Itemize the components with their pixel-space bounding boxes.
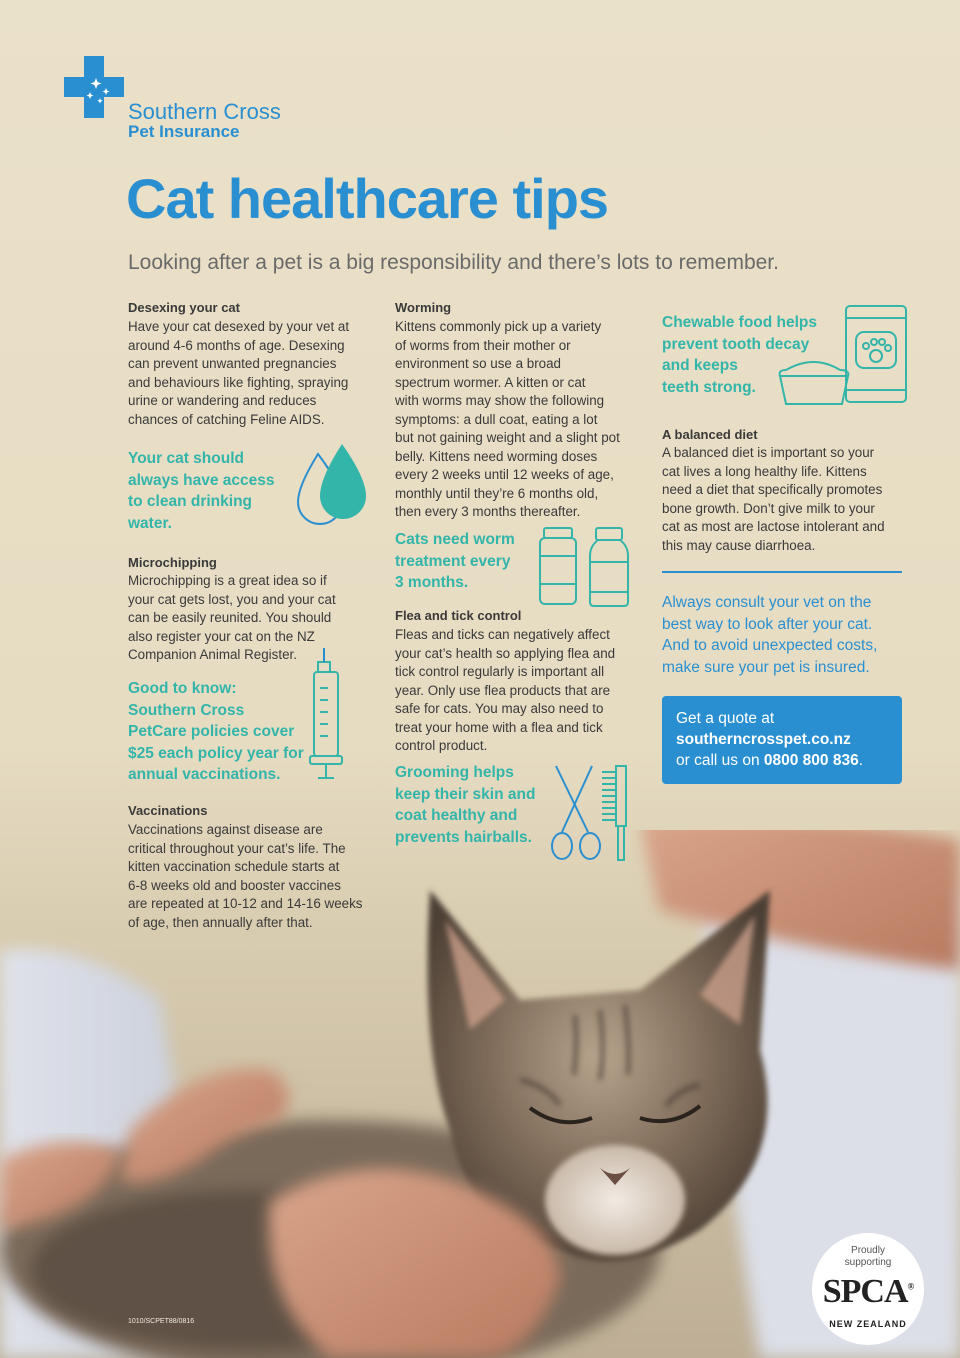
text-line: your cat’s health so applying flea and [395,645,616,661]
flea-heading: Flea and tick control [395,608,522,623]
worming-heading: Worming [395,300,452,315]
callout-line: Chewable food helps [662,314,818,331]
text-line: treat your home with a flea and tick [395,719,603,735]
text-line: but not gaining weight and a slight pot [395,430,620,445]
spca-logo-text: SPCA [822,1273,908,1310]
text-line: every 2 weeks until 12 weeks of age, [395,467,614,482]
text-line: monthly until they’re 6 months old, [395,485,599,501]
text-line: tick control regularly is important all [395,664,605,679]
text-line: urine or wandering and reduces [128,393,317,408]
callout-line: Grooming helps [395,764,514,781]
callout-line: and keeps [662,357,738,374]
flea-body [395,626,615,756]
document-code: 1010/SCPET88/0816 [128,1318,195,1325]
text-line: Have your cat desexed by your vet at [128,319,350,334]
water-drop-icon [290,440,370,541]
spca-top-text [812,1245,924,1269]
text-line: can prevent unwanted pregnancies [128,356,337,371]
water-callout [128,448,275,534]
callout-line: Your cat should [128,450,244,467]
text-line: safe for cats. You may also need to [395,701,604,716]
text-line: need a diet that specifically promotes [662,482,883,497]
text-line: environment so use a broad [395,356,561,371]
worming-body [395,318,620,522]
southern-cross-logo-icon [64,56,124,123]
divider [662,571,902,573]
callout-line: keep their skin and [395,785,536,803]
text-line: and behaviours like fighting, spraying [128,374,349,390]
spca-badge [812,1233,924,1345]
spca-registered-mark: ® [907,1281,914,1292]
text-line: Companion Animal Register. [128,647,297,662]
medicine-bottles-icon [536,526,636,613]
text-line: chances of catching Feline AIDS. [128,411,325,427]
quote-box [662,696,902,784]
spca-top-line: supporting [844,1257,892,1268]
text-line: of age, then annually after that. [128,914,313,930]
quote-line: Get a quote at [676,710,775,727]
text-line: around 4-6 months of age. Desexing [128,337,345,353]
callout-line: Southern Cross [128,701,245,719]
callout-line: annual vaccinations. [128,766,281,783]
callout-line: prevent tooth decay [662,335,810,353]
grooming-callout [395,762,535,848]
desexing-body [128,318,349,429]
vaccinations-body [128,821,363,932]
spca-bottom-text: NEW ZEALAND [829,1319,907,1329]
quote-text [676,708,863,771]
callout-line: treatment every [395,552,511,570]
text-line: this may cause diarrhoea. [662,537,816,553]
desexing-heading: Desexing your cat [128,300,240,315]
text-line: of worms from their mother or [395,337,571,353]
text-line: Microchipping is a great idea so if [128,573,327,588]
callout-line: Cats need worm [395,531,515,548]
consult-note [662,592,877,678]
spca-top-line: Proudly [851,1245,885,1256]
callout-line: Good to know: [128,680,237,697]
text-line: your cat gets lost, you and your cat [128,591,336,607]
text-line: bone growth. Don’t give milk to your [662,500,875,516]
callout-line: prevents hairballs. [395,828,532,846]
text-line: A balanced diet is important so your [662,445,875,460]
page-title: Cat healthcare tips [126,167,609,230]
text-line: kitten vaccination schedule starts at [128,859,340,874]
vaccinations-heading: Vaccinations [128,803,208,818]
phone-number[interactable]: 0800 800 836 [763,752,859,769]
syringe-icon [300,648,360,793]
callout-line: water. [128,514,172,532]
text-line: 6-8 weeks old and booster vaccines [128,877,341,893]
note-line: best way to look after your cat. [662,615,873,633]
callout-line: coat healthy and [395,807,518,824]
callout-line: teeth strong. [662,378,756,396]
brand-name: Southern Cross [128,99,281,124]
text-line: are repeated at 10-12 and 14-16 weeks [128,896,363,911]
text-line: symptoms: a dull coat, eating a lot [395,411,598,427]
note-line: And to avoid unexpected costs, [662,637,878,654]
text-line: then every 3 months thereafter. [395,504,581,519]
note-line: Always consult your vet on the [662,594,872,611]
text-line: also register your cat on the NZ [128,628,315,644]
callout-line: always have access [128,471,275,489]
text-line: spectrum wormer. A kitten or cat [395,374,586,390]
text-line: Vaccinations against disease are [128,822,323,837]
diet-body [662,444,885,555]
food-bowl-can-icon [774,304,910,413]
callout-line: to clean drinking [128,493,253,510]
text-line: cat lives a long healthy life. Kittens [662,463,867,479]
scissors-comb-icon [548,762,634,867]
text-line: control product. [395,738,488,753]
page-subtitle: Looking after a pet is a big responsibility and there’s lots to remember. [128,251,779,274]
text-line: with worms may show the following [395,393,605,408]
diet-heading: A balanced diet [662,427,758,442]
suffix: . [858,752,864,769]
call-prefix: or call us on [676,752,764,769]
note-line: make sure your pet is insured. [662,658,870,676]
text-line: Kittens commonly pick up a variety [395,319,602,334]
text-line: can be easily reunited. You should [128,610,332,625]
text-line: critical throughout your cat’s life. The [128,840,346,856]
callout-line: 3 months. [395,574,469,591]
text-line: belly. Kittens need worming doses [395,448,598,464]
text-line: year. Only use flea products that are [395,682,611,698]
good-to-know-callout [128,678,304,786]
website-link[interactable]: southerncrosspet.co.nz [676,731,851,748]
callout-line: PetCare policies cover [128,723,295,740]
brand-sub: Pet Insurance [128,122,240,141]
spca-logo [812,1273,924,1311]
text-line: Fleas and ticks can negatively affect [395,627,610,642]
callout-line: $25 each policy year for [128,744,304,762]
text-line: cat as most are lactose intolerant and [662,519,885,534]
worm-callout [395,529,515,594]
microchipping-heading: Microchipping [128,555,217,570]
